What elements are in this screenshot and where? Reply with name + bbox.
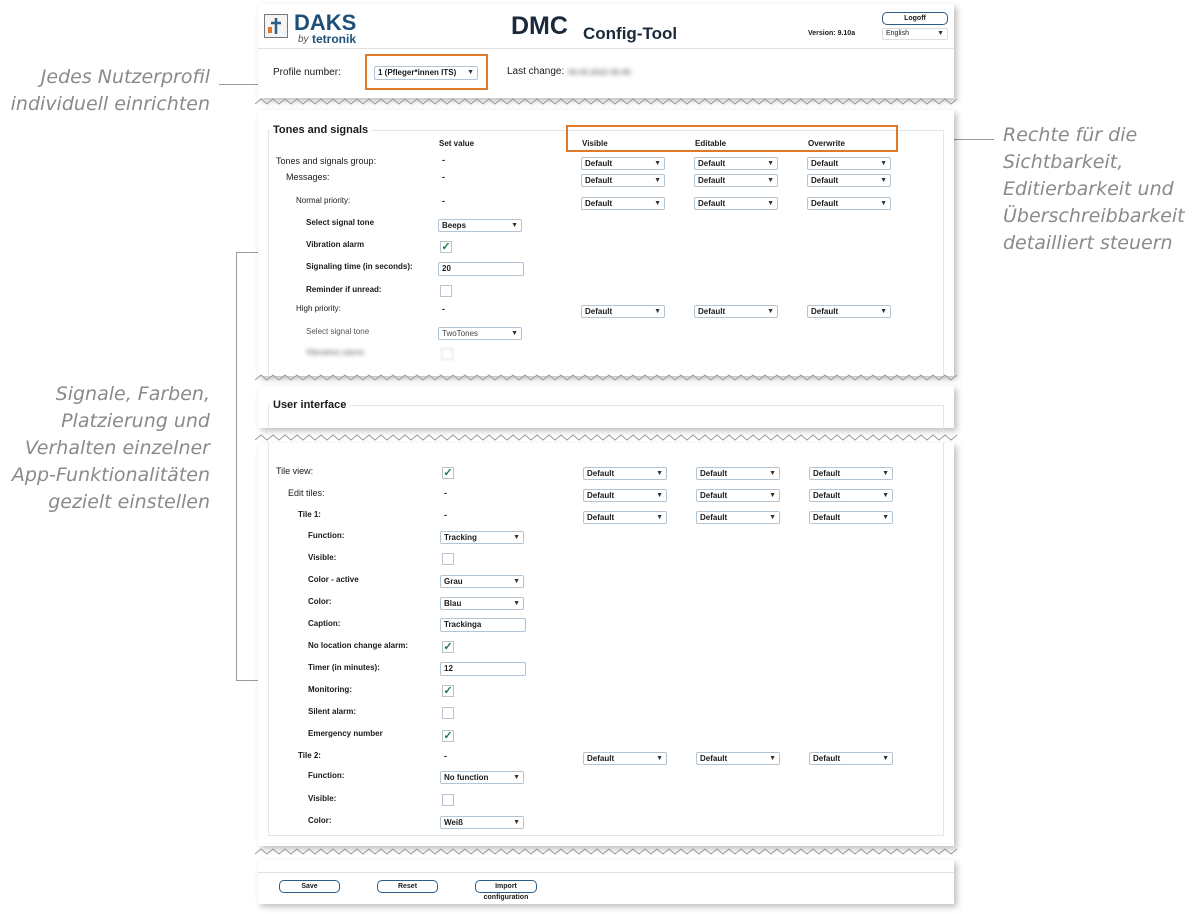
editable-header: Editable bbox=[695, 139, 727, 148]
chevron-down-icon: ▼ bbox=[882, 514, 889, 521]
tiles-panel bbox=[258, 443, 954, 846]
timer-label: Timer (in minutes): bbox=[308, 663, 380, 672]
messages-editable-select[interactable] bbox=[694, 174, 778, 187]
select-value: Default bbox=[811, 176, 839, 185]
rights-annotation-line: Sichtbarkeit, bbox=[1003, 151, 1124, 173]
select-value: Default bbox=[813, 469, 841, 478]
select-value: Default bbox=[811, 307, 839, 316]
signaling-time-label: Signaling time (in seconds): bbox=[306, 262, 413, 271]
select-value: Default bbox=[585, 159, 613, 168]
select-value: Tracking bbox=[444, 533, 477, 542]
daks-logo: DAKS bbox=[294, 10, 357, 35]
cut-zigzag-line bbox=[255, 375, 957, 380]
chevron-down-icon: ▼ bbox=[654, 200, 661, 207]
tile1-visible-select[interactable] bbox=[583, 511, 667, 524]
tile2-color-label: Color: bbox=[308, 816, 332, 825]
tile2-editable-select[interactable] bbox=[696, 752, 780, 765]
emergency-number-checkbox[interactable]: ✓ bbox=[443, 730, 453, 742]
signals-annotation-line: App-Funktionalitäten bbox=[11, 464, 210, 486]
select-value: Default bbox=[587, 754, 615, 763]
high-priority-visible-select[interactable] bbox=[581, 305, 665, 318]
chevron-down-icon: ▼ bbox=[513, 578, 520, 585]
high-priority-label: High priority: bbox=[296, 304, 341, 313]
last-change-value: 00.00.2022 00:00 bbox=[568, 68, 631, 77]
tile2-label: Tile 2: bbox=[298, 751, 321, 760]
monitoring-checkbox[interactable]: ✓ bbox=[443, 685, 453, 697]
chevron-down-icon: ▼ bbox=[656, 755, 663, 762]
tile2-color-select[interactable] bbox=[440, 816, 524, 829]
signals-bracket-bottom bbox=[236, 680, 258, 681]
signals-bracket-vertical bbox=[236, 252, 237, 680]
header-panel bbox=[258, 4, 954, 98]
signals-annotation-line: Verhalten einzelner bbox=[24, 437, 210, 459]
chevron-down-icon: ▼ bbox=[654, 160, 661, 167]
logoff-button[interactable]: Logoff bbox=[882, 12, 948, 25]
caption-label: Caption: bbox=[308, 619, 341, 628]
faded-row-checkbox bbox=[441, 348, 453, 360]
reset-button[interactable]: Reset bbox=[377, 880, 438, 893]
tile1-function-label: Function: bbox=[308, 531, 345, 540]
chevron-down-icon: ▼ bbox=[513, 600, 520, 607]
select-value: Default bbox=[700, 754, 728, 763]
color-active-select[interactable] bbox=[440, 575, 524, 588]
tile1-visible-checkbox[interactable] bbox=[442, 553, 454, 565]
daks-logo-brand: tetronik bbox=[312, 32, 357, 46]
chevron-down-icon: ▼ bbox=[937, 30, 944, 37]
select-value: Default bbox=[698, 159, 726, 168]
overwrite-header: Overwrite bbox=[808, 139, 845, 148]
select-value: Default bbox=[587, 513, 615, 522]
tones-group-value: - bbox=[442, 155, 445, 165]
color-label: Color: bbox=[308, 597, 332, 606]
select-value: Default bbox=[585, 199, 613, 208]
footer-divider bbox=[258, 872, 954, 873]
tile1-editable-select[interactable] bbox=[696, 511, 780, 524]
select-value: Default bbox=[700, 491, 728, 500]
language-select-value: English bbox=[886, 30, 909, 37]
signals-annotation-line: Platzierung und bbox=[61, 410, 210, 432]
monitoring-label: Monitoring: bbox=[308, 685, 352, 694]
chevron-down-icon: ▼ bbox=[513, 819, 520, 826]
select-value: Default bbox=[700, 513, 728, 522]
tile-view-checkbox[interactable]: ✓ bbox=[443, 467, 453, 479]
vibration-alarm-label: Vibration alarm bbox=[306, 240, 365, 249]
normal-priority-label: Normal priority: bbox=[296, 196, 351, 205]
select-value: Default bbox=[813, 513, 841, 522]
caption-input[interactable]: Trackinga bbox=[440, 618, 526, 632]
cut-zigzag-line bbox=[255, 99, 957, 104]
chevron-down-icon: ▼ bbox=[511, 222, 518, 229]
chevron-down-icon: ▼ bbox=[654, 308, 661, 315]
messages-visible-select[interactable] bbox=[581, 174, 665, 187]
select-value: Grau bbox=[444, 577, 463, 586]
chevron-down-icon: ▼ bbox=[656, 514, 663, 521]
tile1-value: - bbox=[444, 510, 447, 520]
chevron-down-icon: ▼ bbox=[769, 492, 776, 499]
chevron-down-icon: ▼ bbox=[880, 177, 887, 184]
chevron-down-icon: ▼ bbox=[882, 755, 889, 762]
app-title: DMC bbox=[511, 12, 568, 40]
profile-annotation-line: individuell einrichten bbox=[10, 93, 210, 115]
chevron-down-icon: ▼ bbox=[769, 470, 776, 477]
reminder-unread-label: Reminder if unread: bbox=[306, 285, 382, 294]
rights-annotation-line: Überschreibbarkeit bbox=[1003, 205, 1185, 227]
color-active-label: Color - active bbox=[308, 575, 359, 584]
ui-section-title: User interface bbox=[270, 399, 349, 411]
chevron-down-icon: ▼ bbox=[880, 308, 887, 315]
daks-logo-by: by bbox=[298, 34, 309, 45]
rights-annotation-line: Rechte für die bbox=[1003, 124, 1138, 146]
chevron-down-icon: ▼ bbox=[467, 69, 474, 76]
vibration-alarm-checkbox[interactable]: ✓ bbox=[441, 241, 451, 253]
reminder-unread-checkbox[interactable] bbox=[440, 285, 452, 297]
edit-tiles-label: Edit tiles: bbox=[288, 488, 325, 498]
normal-priority-visible-select[interactable] bbox=[581, 197, 665, 210]
import-configuration-button[interactable]: Import configuration bbox=[475, 880, 537, 893]
tile2-visible-checkbox[interactable] bbox=[442, 794, 454, 806]
chevron-down-icon: ▼ bbox=[880, 160, 887, 167]
tile2-visible-label: Visible: bbox=[308, 794, 337, 803]
select-value: Default bbox=[698, 307, 726, 316]
tile1-label: Tile 1: bbox=[298, 510, 321, 519]
signal-tone-select[interactable] bbox=[438, 219, 522, 232]
select-value: Default bbox=[811, 159, 839, 168]
footer-panel bbox=[258, 860, 954, 904]
ui-section-box bbox=[268, 405, 944, 429]
profile-annotation bbox=[10, 64, 210, 118]
tile-view-label: Tile view: bbox=[276, 466, 314, 476]
cut-zigzag-line bbox=[255, 849, 957, 854]
chevron-down-icon: ▼ bbox=[767, 177, 774, 184]
chevron-down-icon: ▼ bbox=[769, 514, 776, 521]
select-value: Default bbox=[813, 754, 841, 763]
select-value: Default bbox=[587, 491, 615, 500]
user-interface-panel bbox=[258, 386, 954, 428]
profile-number-label: Profile number: bbox=[273, 67, 341, 78]
rights-annotation bbox=[1003, 122, 1198, 257]
tile-view-overwrite-select[interactable] bbox=[809, 467, 893, 480]
edit-tiles-visible-select[interactable] bbox=[583, 489, 667, 502]
header-divider bbox=[258, 48, 954, 49]
signals-bracket-top bbox=[236, 252, 258, 253]
tones-group-label: Tones and signals group: bbox=[276, 156, 377, 166]
tile1-function-select[interactable] bbox=[440, 531, 524, 544]
select-value: Default bbox=[585, 176, 613, 185]
select-value: Beeps bbox=[442, 221, 467, 230]
select-value: Default bbox=[587, 469, 615, 478]
chevron-down-icon: ▼ bbox=[882, 492, 889, 499]
signals-annotation-line: gezielt einstellen bbox=[48, 491, 210, 513]
tile-view-visible-select[interactable] bbox=[583, 467, 667, 480]
select-value: Weiß bbox=[444, 818, 463, 827]
tones-group-overwrite-select[interactable] bbox=[807, 157, 891, 170]
high-priority-value: - bbox=[442, 304, 445, 314]
signaling-time-input[interactable]: 20 bbox=[438, 262, 524, 276]
rights-annotation-line: detailliert steuern bbox=[1003, 232, 1173, 254]
tile2-value: - bbox=[444, 751, 447, 761]
select-signal-tone-label: Select signal tone bbox=[306, 218, 375, 227]
chevron-down-icon: ▼ bbox=[882, 470, 889, 477]
tile2-function-select[interactable] bbox=[440, 771, 524, 784]
select-value: Default bbox=[698, 199, 726, 208]
chevron-down-icon: ▼ bbox=[767, 200, 774, 207]
select-value: Default bbox=[585, 307, 613, 316]
silent-alarm-checkbox[interactable] bbox=[442, 707, 454, 719]
chevron-down-icon: ▼ bbox=[511, 330, 518, 337]
set-value-header: Set value bbox=[439, 139, 475, 148]
select-value: Default bbox=[811, 199, 839, 208]
select-value: Blau bbox=[444, 599, 462, 608]
tones-section-title: Tones and signals bbox=[270, 124, 371, 136]
chevron-down-icon: ▼ bbox=[656, 470, 663, 477]
chevron-down-icon: ▼ bbox=[767, 308, 774, 315]
messages-label: Messages: bbox=[286, 172, 330, 182]
chevron-down-icon: ▼ bbox=[654, 177, 661, 184]
tile2-visible-select[interactable] bbox=[583, 752, 667, 765]
tile2-function-label: Function: bbox=[308, 771, 345, 780]
signals-annotation-line: Signale, Farben, bbox=[55, 383, 210, 405]
tile1-visible-label: Visible: bbox=[308, 553, 337, 562]
chevron-down-icon: ▼ bbox=[513, 534, 520, 541]
edit-tiles-value: - bbox=[444, 488, 447, 498]
high-signal-tone-select[interactable] bbox=[438, 327, 522, 340]
daks-logo-icon bbox=[264, 14, 288, 38]
high-priority-overwrite-select[interactable] bbox=[807, 305, 891, 318]
emergency-number-label: Emergency number bbox=[308, 729, 383, 738]
select-value: Default bbox=[698, 176, 726, 185]
cut-zigzag-line bbox=[255, 435, 957, 440]
silent-alarm-label: Silent alarm: bbox=[308, 707, 357, 716]
chevron-down-icon: ▼ bbox=[513, 774, 520, 781]
select-value: No function bbox=[444, 773, 489, 782]
tile-view-editable-select[interactable] bbox=[696, 467, 780, 480]
profile-number-value: 1 (Pfleger*innen ITS) bbox=[378, 68, 457, 77]
signals-annotation bbox=[5, 381, 210, 516]
chevron-down-icon: ▼ bbox=[656, 492, 663, 499]
no-location-alarm-label: No location change alarm: bbox=[308, 641, 409, 650]
chevron-down-icon: ▼ bbox=[880, 200, 887, 207]
version-label: Version: 9.10a bbox=[808, 30, 856, 37]
high-select-signal-tone-label: Select signal tone bbox=[306, 327, 370, 336]
normal-priority-value: - bbox=[442, 196, 445, 206]
faded-row-label: Vibration alarm bbox=[306, 348, 365, 357]
tile1-overwrite-select[interactable] bbox=[809, 511, 893, 524]
last-change-label: Last change: bbox=[507, 66, 565, 77]
chevron-down-icon: ▼ bbox=[767, 160, 774, 167]
select-value: TwoTones bbox=[442, 329, 479, 338]
chevron-down-icon: ▼ bbox=[769, 755, 776, 762]
tile2-overwrite-select[interactable] bbox=[809, 752, 893, 765]
language-select[interactable] bbox=[882, 28, 948, 40]
rights-highlight-box bbox=[566, 125, 898, 152]
save-button[interactable]: Save bbox=[279, 880, 340, 893]
normal-priority-overwrite-select[interactable] bbox=[807, 197, 891, 210]
profile-annotation-line: Jedes Nutzerprofil bbox=[40, 66, 210, 88]
rights-annotation-line: Editierbarkeit und bbox=[1003, 178, 1174, 200]
no-location-alarm-checkbox[interactable]: ✓ bbox=[443, 641, 453, 653]
edit-tiles-overwrite-select[interactable] bbox=[809, 489, 893, 502]
app-subtitle: Config-Tool bbox=[583, 24, 678, 43]
high-priority-editable-select[interactable] bbox=[694, 305, 778, 318]
visible-header: Visible bbox=[582, 139, 608, 148]
timer-input[interactable]: 12 bbox=[440, 662, 526, 676]
profile-highlight-box bbox=[365, 54, 488, 90]
tones-group-editable-select[interactable] bbox=[694, 157, 778, 170]
tones-group-visible-select[interactable] bbox=[581, 157, 665, 170]
messages-overwrite-select[interactable] bbox=[807, 174, 891, 187]
select-value: Default bbox=[813, 491, 841, 500]
messages-value: - bbox=[442, 172, 445, 182]
color-select[interactable] bbox=[440, 597, 524, 610]
edit-tiles-editable-select[interactable] bbox=[696, 489, 780, 502]
normal-priority-editable-select[interactable] bbox=[694, 197, 778, 210]
select-value: Default bbox=[700, 469, 728, 478]
